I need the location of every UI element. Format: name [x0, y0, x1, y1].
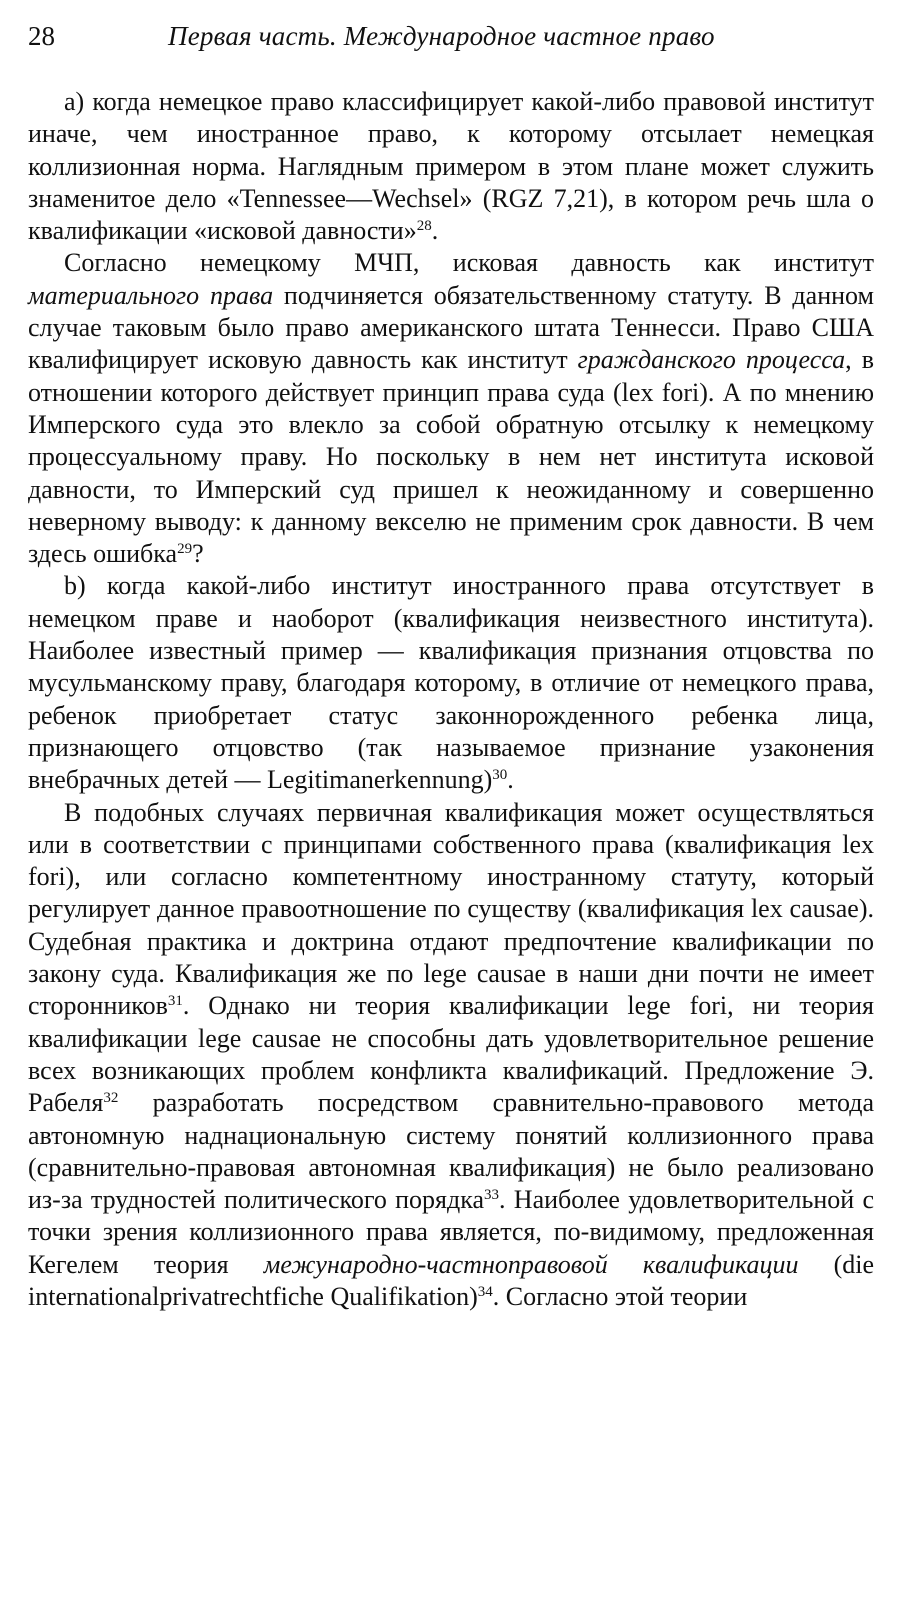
text-span: . Наиболее удовлетворительной с точки зрения коллизионного права является, по-видимому, предложенная Кегелем теория	[28, 1185, 875, 1279]
text-span: (die internationalprivatrechtfiche Qualifikation)	[28, 1249, 875, 1311]
footnote-ref-34: 34	[477, 1283, 493, 1300]
text-span: В подобных случаях первичная квалификация может осуществляться или в соответствии с принципами собственного права (квалификация lex fori), или согласно компетентному иностранному статуту, который регулирует данное правоотношение по существу (квалификация lex causae). Судебная практика и доктрина отдают предпочтение квалификации по закону суда. Квалификация же по lege causae в наши дни почти не имеет сторонников	[28, 797, 874, 1021]
text-span: .	[507, 765, 514, 795]
emphasis-material-law: материального права	[28, 280, 274, 310]
text-span: разработать посредством сравнительно-правового метода автономную наднациональную систему понятий коллизионного права (сравнительно-правовая автономная квалификация) не было реализовано из-за трудностей политического порядка	[28, 1088, 874, 1215]
running-header	[28, 14, 874, 58]
footnote-ref-32: 32	[103, 1090, 119, 1107]
footnote-ref-28: 28	[416, 218, 432, 235]
paragraph-qualification-theories	[28, 797, 874, 1314]
text-span: . Согласно этой теории	[492, 1281, 748, 1311]
text-span: , в отношении которого действует принцип права суда (lex fori). А по мнению Имперского суда это влекло за собой обратную отсылку к немецкому процессуальному праву. Но поскольку в нем нет института исковой давности, то Имперский суд пришел к неожиданному и совершенно неверному выводу: к данному векселю не применим срок давности. В чем здесь ошибка	[28, 345, 874, 569]
paragraph-a	[28, 86, 874, 247]
footnote-ref-29: 29	[177, 541, 193, 558]
text-span: b) когда какой-либо институт иностранного права отсутствует в немецком праве и наоборот (квалификация неизвестного института). Наиболее известный пример — квалификация признания отцовства по мусульманскому праву, благодаря которому, в отличие от немецкого права, ребенок приобретает статус законнорожденного ребенка лица, признающего отцовство (так называемое признание узаконения внебрачных детей — Legitimanerkennung)	[28, 571, 874, 795]
paragraph-tennessee	[28, 247, 874, 570]
emphasis-ipr-qualification: межународно-частноправовой квалификации	[263, 1249, 799, 1279]
running-title: Первая часть. Международное частное право	[168, 21, 715, 51]
text-span: подчиняется обязательственному статуту. В данном случае таковым было право американского штата Теннесси. Право США квалифицирует исковую давность как институт	[28, 280, 874, 375]
paragraph-b	[28, 570, 874, 796]
footnote-ref-31: 31	[167, 993, 183, 1010]
body-text	[28, 86, 874, 1313]
text-span: .	[431, 216, 439, 246]
page-number: 28	[28, 21, 55, 51]
footnote-ref-30: 30	[492, 767, 508, 784]
text-span: . Однако ни теория квалификации lege fori, ни теория квалификации lege causae не способны дать удовлетворительное решение всех возникающих проблем конфликта квалификаций. Предложение Э. Рабеля	[28, 991, 874, 1118]
text-span: Согласно немецкому МЧП, исковая давность как институт	[64, 248, 874, 278]
footnote-ref-33: 33	[484, 1187, 500, 1204]
text-span: а) когда немецкое право классифицирует какой-либо правовой институт иначе, чем иностранное право, к которому отсылает немецкая коллизионная норма. Наглядным примером в этом плане может служить знаменитое дело «Tennessee—Wechsel» (RGZ 7,21), в котором речь шла о квалификации «исковой давности»	[28, 87, 874, 246]
book-page	[28, 14, 874, 1313]
emphasis-civil-procedure: гражданского процесса	[577, 345, 846, 375]
text-span: ?	[192, 539, 204, 569]
